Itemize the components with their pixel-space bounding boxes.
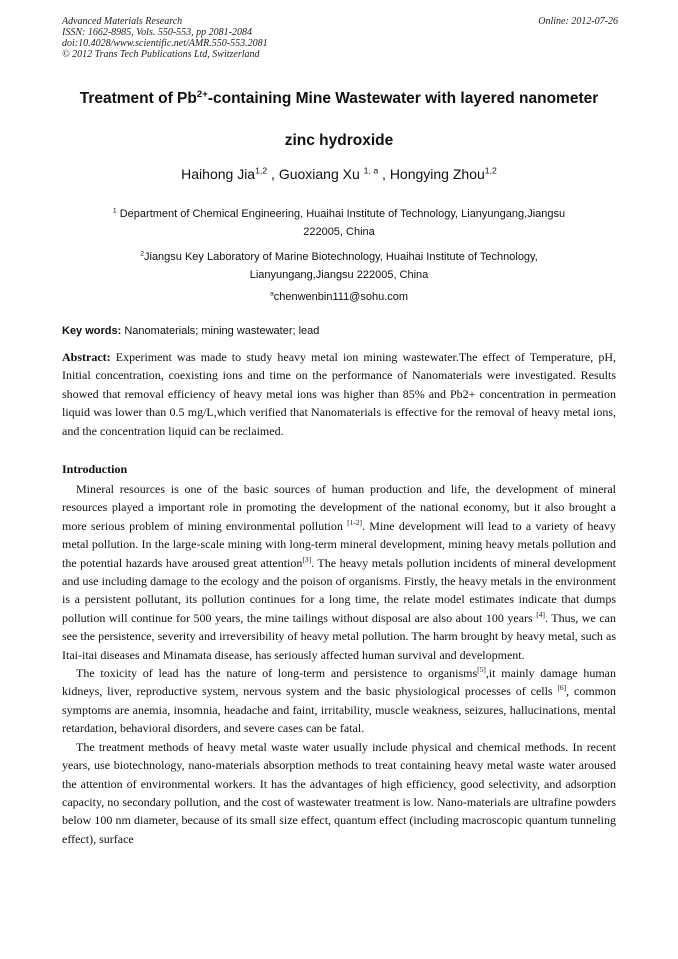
section-heading: Introduction: [62, 462, 128, 476]
paragraph-text: . Thus, we can see the persistence, severity and irreversibility of heavy metal pollution. The harm brought by heavy metal, such as Itai-itai diseases and Minamata disease, has seriously affected human survival and development.: [62, 610, 616, 662]
title-sup: 2+: [196, 88, 208, 100]
abstract: [62, 348, 616, 440]
citation: [6]: [557, 683, 567, 693]
paragraph-text: Mineral resources is one of the basic sources of human production and life, the development of mineral resources played a important role in promoting the development of the national economy, but it also brought a more serious problem of mining environmental pollution: [62, 482, 616, 533]
affiliation-line: Department of Chemical Engineering, Huaihai Institute of Technology, Lianyungang,Jiangsu: [119, 208, 566, 220]
paper-title: [40, 88, 638, 152]
paragraph: The treatment methods of heavy metal waste water usually include physical and chemical methods. In recent years, use biotechnology, nano-materials absorption methods to treat containing heavy metal waste water aroused the attention of environmental workers. It has the advantages of high efficiency, good selectivity, and adsorption capacity, no secondary pollution, and the cost of wastewater treatment is low. Nano-materials are ultrafine powders below 100 nm diameter, because of its small size effect, quantum effect (including macroscopic quantum tunneling effect), surface: [62, 739, 616, 846]
paragraph: [62, 664, 616, 738]
author-name: Hongying Zhou: [389, 166, 485, 182]
online-date: Online: 2012-07-26: [538, 16, 618, 27]
keywords-label: Key words:: [62, 325, 122, 337]
title-part2: -containing Mine Wastewater with layered nanometer: [207, 90, 599, 107]
title-line2: zinc hydroxide: [284, 132, 394, 149]
paragraph-text: The toxicity of lead has the nature of long-term and persistence to organisms: [76, 666, 478, 681]
email-sup: a: [269, 290, 274, 298]
affiliation-line: Lianyungang,Jiangsu 222005, China: [249, 269, 429, 281]
affiliation-line: Jiangsu Key Laboratory of Marine Biotechnology, Huaihai Institute of Technology,: [144, 251, 538, 263]
paragraph-text: , common symptoms are anemia, insomnia, headache and faint, irritability, muscle weakness, seizures, hallucinations, mental retardation, behavioral disorders, and severe cases can be fatal.: [62, 684, 616, 736]
paragraph-text: ,it mainly damage human kidneys, liver, reproductive system, nervous system and the basic physiological processes of cells: [62, 666, 616, 699]
affiliation-line: 222005, China: [303, 226, 375, 238]
paragraph-text: . The heavy metals pollution incidents of mineral development and use including damage to the ecology and the poison of organisms. Firstly, the heavy metals in the environment is a persistent pollutant, its pollution continues for a long time, the relate model estimates indicate that dumps pollution will continue for 500 years, the mine tailings without disposal are also about 100 years: [62, 555, 617, 625]
abstract-text: Experiment was made to study heavy metal ion mining wastewater.The effect of Temperature, pH, Initial concentration, coexisting ions and time on the performance of Nanomaterials were investigated. Results showed that removal efficiency of heavy metal ions was higher than 85% and Pb2+ concentration in permeation liquid was lower than 0.5 mg/L,which verified that Nanomaterials is effective for the removal of heavy metal ions, and the concentration liquid can be reclaimed.: [62, 350, 617, 438]
author-sup: 1,2: [255, 165, 268, 176]
author-sup: 1,2: [484, 165, 497, 176]
email-address: chenwenbin111@sohu.com: [273, 291, 409, 303]
affiliation-sup: 1: [112, 207, 117, 215]
author-sup: 1, a: [363, 165, 379, 176]
introduction-body: [62, 480, 616, 848]
citation: [3]: [302, 554, 312, 564]
journal-header: [62, 16, 618, 60]
affiliation-sup: 2: [140, 250, 144, 258]
email-line: [40, 291, 638, 303]
affiliation-2: [70, 248, 608, 284]
doi-line: doi:10.4028/www.scientific.net/AMR.550-553.2081: [62, 38, 268, 49]
title-part1: Treatment of Pb: [79, 90, 197, 107]
abstract-label: Abstract:: [62, 350, 111, 364]
issn-line: ISSN: 1662-8985, Vols. 550-553, pp 2081-2084: [62, 27, 252, 38]
journal-name: Advanced Materials Research: [62, 16, 183, 27]
keywords: [62, 325, 618, 337]
citation: [1-2]: [347, 517, 363, 527]
paragraph: [62, 480, 616, 664]
keywords-text: Nanomaterials; mining wastewater; lead: [124, 325, 320, 337]
author-name: Guoxiang Xu: [278, 166, 360, 182]
affiliation-1: [70, 205, 608, 241]
author-list: Haihong Jia$^{1,2}$ , Guoxiang Xu $^{1, a}$ , Hongying Zhou$^{1,2}$: [181, 165, 497, 182]
citation: [4]: [536, 609, 545, 619]
copyright-line: © 2012 Trans Tech Publications Ltd, Switzerland: [62, 49, 260, 60]
paragraph-text: . Mine development will lead to a variety of heavy metal pollution. In the large-scale mining with long-term mineral development, mining heavy metals pollution and the potential hazards have aroused great attention: [62, 518, 616, 570]
author-name: Haihong Jia: [181, 166, 256, 182]
citation: [5]: [477, 665, 486, 675]
